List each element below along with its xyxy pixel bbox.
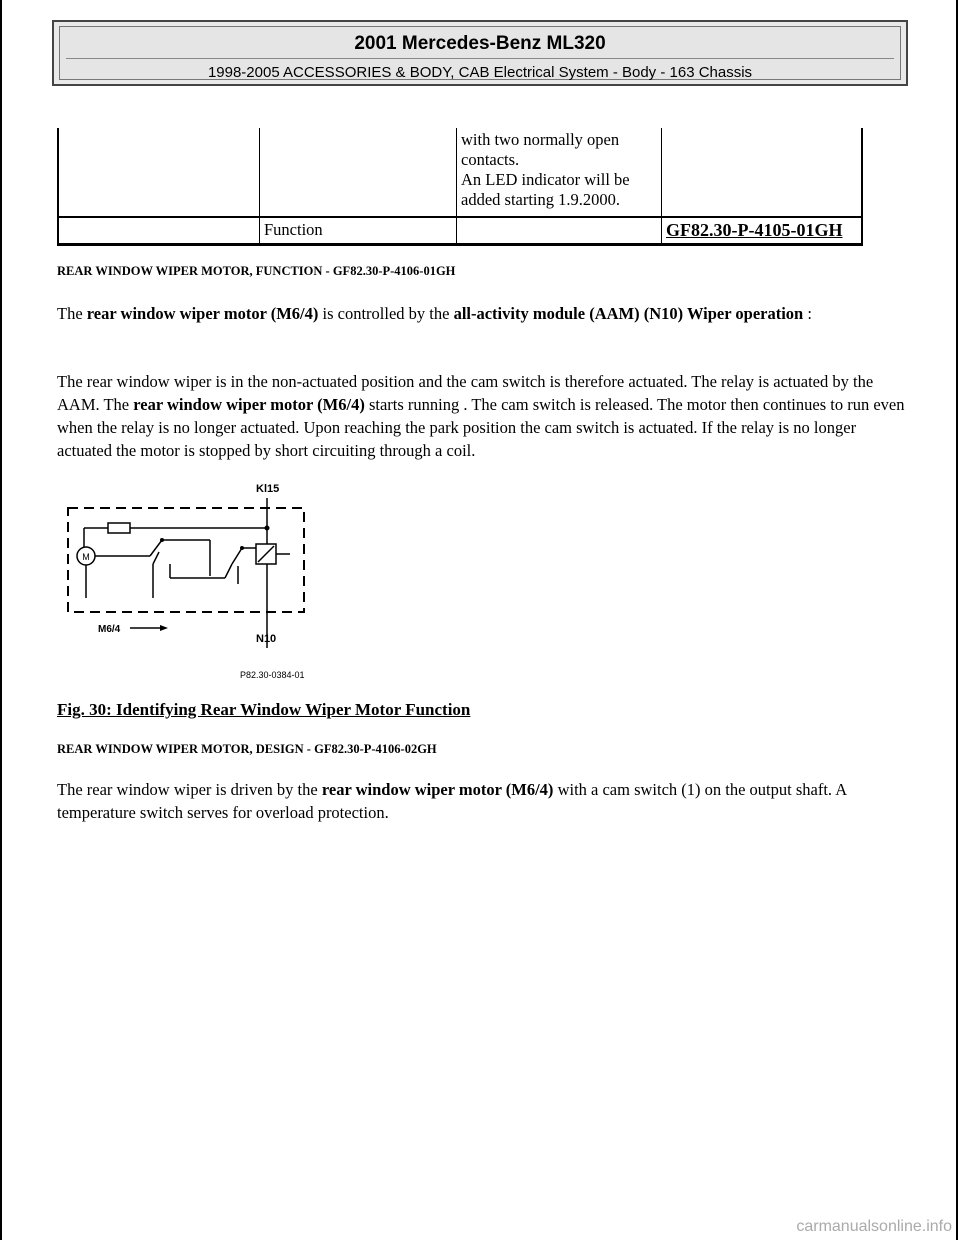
kl15-label: Kl15 — [256, 483, 280, 495]
spec-table — [57, 128, 863, 246]
motor-label: M — [82, 552, 90, 562]
relay-contact — [225, 564, 232, 578]
watermark: carmanualsonline.info — [796, 1218, 952, 1235]
table-cell-function: Function — [260, 217, 457, 245]
table-cell — [58, 217, 260, 245]
table-cell-description — [457, 128, 662, 217]
text-run: The rear window wiper is driven by the — [57, 780, 322, 799]
table-row — [58, 128, 862, 217]
header-inner — [59, 26, 901, 80]
table-cell — [260, 128, 457, 217]
bold-term: rear window wiper motor (M6/4) — [321, 780, 554, 799]
cam-switch — [150, 540, 162, 556]
m64-label: M6/4 — [98, 624, 121, 635]
bold-term: all-activity module (AAM) (N10) Wiper operation — [453, 304, 804, 323]
text-run: : — [803, 304, 812, 323]
table-cell — [58, 128, 260, 217]
relay-contact — [232, 548, 242, 564]
paragraph-design — [57, 778, 907, 824]
document-header — [52, 20, 908, 86]
text-run: starts running . The cam switch is released. The motor then continues to run even when the relay is no longer actuated. Upon reaching the park position the cam switch is actuated. If the relay is no longer actuated the motor is stopped by short circuiting through a coil. — [57, 395, 905, 460]
table-cell — [457, 217, 662, 245]
gf-document-link[interactable]: GF82.30-P-4105-01GH — [666, 220, 843, 240]
figure-code: P82.30-0384-01 — [240, 670, 305, 680]
text-run: The — [57, 304, 87, 323]
header-subtitle: 1998-2005 ACCESSORIES & BODY, CAB Electrical System - Body - 163 Chassis — [207, 64, 753, 81]
header-divider — [66, 58, 894, 59]
table-cell — [662, 128, 863, 217]
description-line: with two normally open contacts. — [461, 130, 620, 169]
paragraph-operation — [57, 370, 907, 462]
text-run: The rear window wiper is in the non-actuated position and the cam switch is therefore actuated. The relay is actuated by the AAM. The — [57, 372, 874, 414]
n10-label: N10 — [256, 633, 277, 645]
text-run: is controlled by the — [318, 304, 454, 323]
text-run: with a cam switch (1) on the output shaft. A temperature switch serves for overload protection. — [57, 780, 847, 822]
paragraph-control — [57, 302, 907, 325]
bold-term: rear window wiper motor (M6/4) — [86, 304, 319, 323]
figure-caption[interactable]: Fig. 30: Identifying Rear Window Wiper Motor Function — [57, 700, 471, 719]
section-heading-function: REAR WINDOW WIPER MOTOR, FUNCTION - GF82.30-P-4106-01GH — [57, 264, 456, 278]
table-cell-link[interactable] — [662, 217, 863, 245]
fuse-symbol — [108, 523, 130, 533]
wiper-circuit-diagram — [60, 478, 320, 680]
section-heading-design: REAR WINDOW WIPER MOTOR, DESIGN - GF82.30-P-4106-02GH — [57, 742, 437, 756]
table-row — [58, 217, 862, 245]
header-title: 2001 Mercedes-Benz ML320 — [354, 33, 606, 54]
description-line: An LED indicator will be added starting 1.9.2000. — [461, 170, 630, 209]
contact-blade — [153, 552, 159, 564]
bold-term: rear window wiper motor (M6/4) — [133, 395, 365, 414]
leader-arrow — [160, 625, 168, 631]
